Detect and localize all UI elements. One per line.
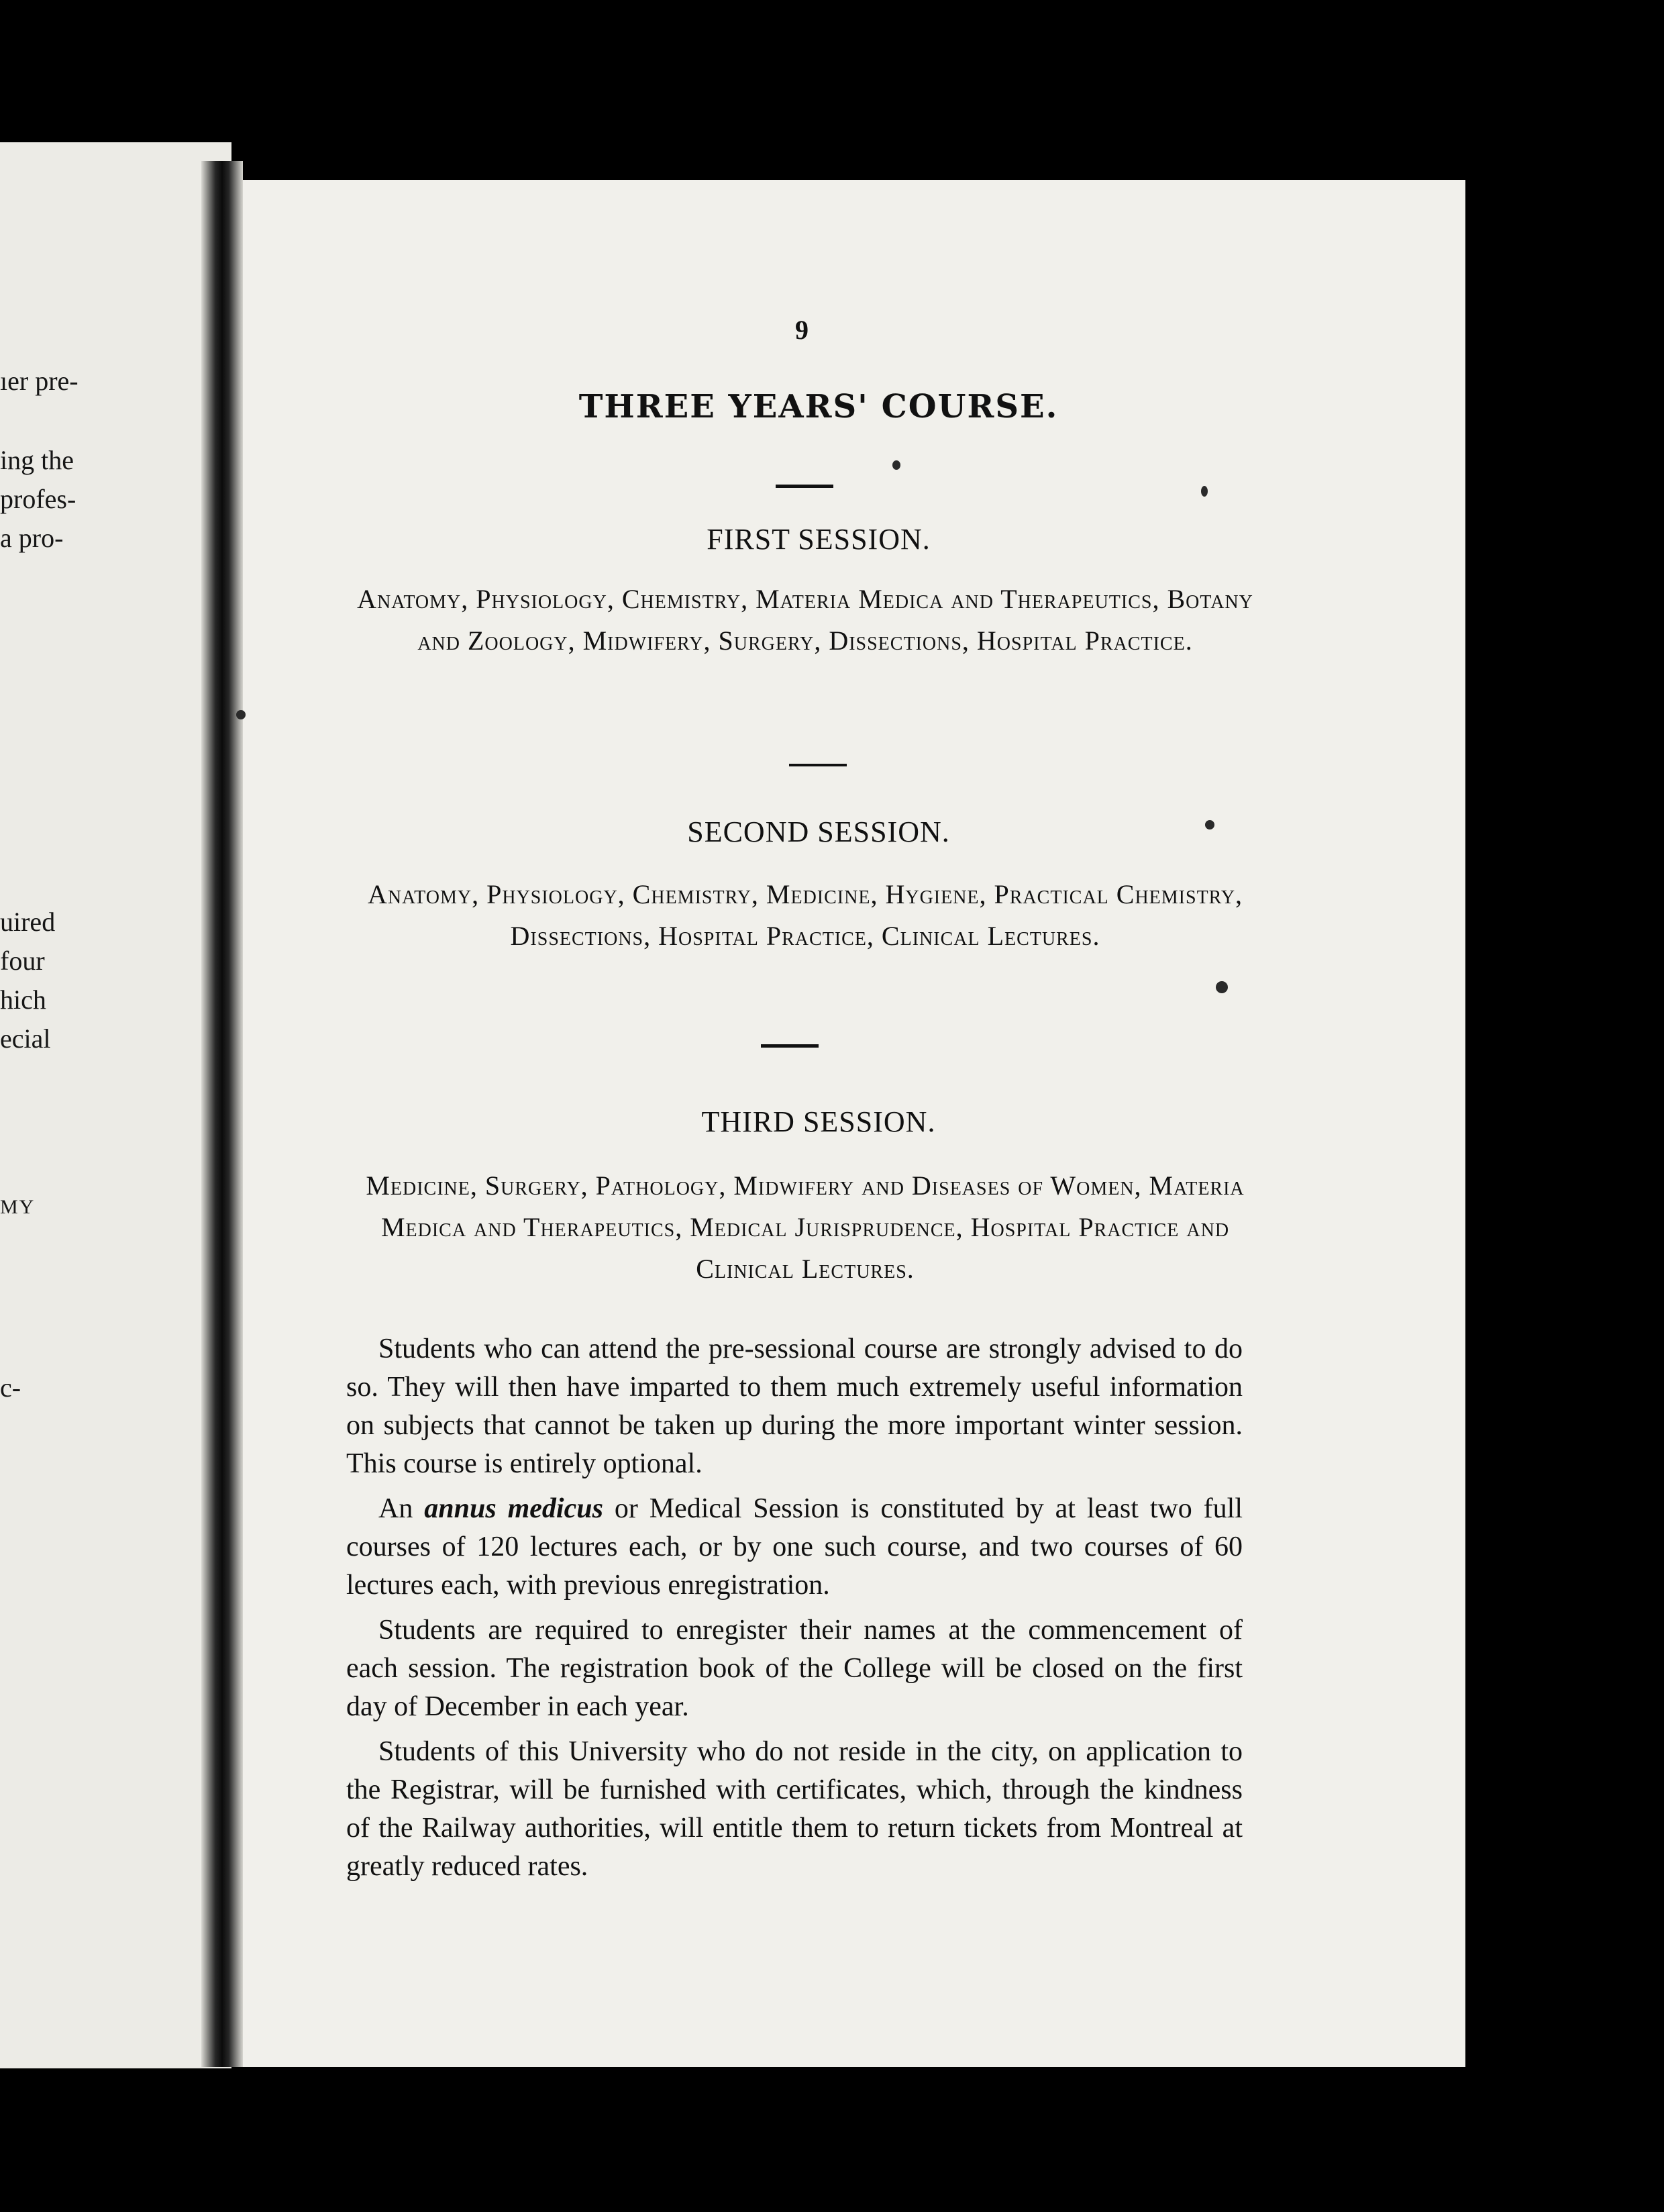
session-heading-second: SECOND SESSION. [687, 815, 950, 848]
paragraph-registration: Students are required to enregister their names at the commencement of each session. The registration book of the College will be closed on the first day of December in each year. [346, 1615, 1243, 1722]
scan-speck [1216, 981, 1228, 993]
session-heading-first: FIRST SESSION. [707, 523, 931, 556]
left-page-text: MY [0, 1196, 36, 1218]
page-title: THREE YEARS' COURSE. [578, 388, 1059, 425]
paragraph-text: An [378, 1493, 425, 1524]
session-subjects-second: Anatomy, Physiology, Chemistry, Medicine, Hygiene, Practical Chemistry, Dissections, Hospital Practice, Clinical Lectures. [367, 879, 1243, 951]
scan-speck [892, 460, 900, 470]
page-number: 9 [795, 315, 809, 345]
divider [789, 764, 847, 766]
left-page-text: ing the [0, 445, 74, 475]
left-page-fragment [0, 142, 231, 2068]
divider [761, 1044, 819, 1048]
left-page-text: uired [0, 907, 56, 937]
left-page-text: hich [0, 985, 46, 1015]
paragraph-annus-medicus [346, 1490, 1243, 1605]
paragraph-pre-sessional: Students who can attend the pre-sessional course are strongly advised to do so. They will then have imparted to them much extremely useful information on subjects that cannot be taken up during the more important winter session. This course is entirely optional. [346, 1334, 1243, 1479]
scan-speck [1201, 486, 1208, 497]
scan-speck [236, 710, 246, 719]
session-heading-third: THIRD SESSION. [701, 1105, 936, 1138]
left-page-text: a pro- [0, 523, 64, 553]
left-page-text: c- [0, 1372, 21, 1403]
paragraph-railway: Students of this University who do not reside in the city, on application to the Registrar, will be furnished with certificates, which, through the kindness of the Railway authorities, will entitle them to return tickets from Montreal at greatly reduced rates. [346, 1736, 1243, 1882]
emphasis-text: annus medicus [424, 1493, 603, 1524]
session-subjects-first: Anatomy, Physiology, Chemistry, Materia Medica and Therapeutics, Botany and Zoology, Midwifery, Surgery, Dissections, Hospital Practice. [357, 584, 1253, 656]
left-page-text: ıer pre- [0, 366, 79, 396]
book-spine [201, 161, 243, 2067]
left-page-text: ecial [0, 1023, 51, 1054]
body-text [346, 1330, 1243, 1893]
divider [776, 485, 833, 488]
session-subjects-third: Medicine, Surgery, Pathology, Midwifery and Diseases of Women, Materia Medica and Therapeutics, Medical Jurisprudence, Hospital Practice and Clinical Lectures. [366, 1170, 1245, 1284]
paragraph-text: or Medical Session is constituted by at least two full courses of 120 lectures each, or by one such course, and two courses of 60 lectures each, with previous enregistration. [346, 1493, 1243, 1601]
left-page-text: four [0, 946, 45, 976]
left-page-text: profes- [0, 484, 76, 514]
